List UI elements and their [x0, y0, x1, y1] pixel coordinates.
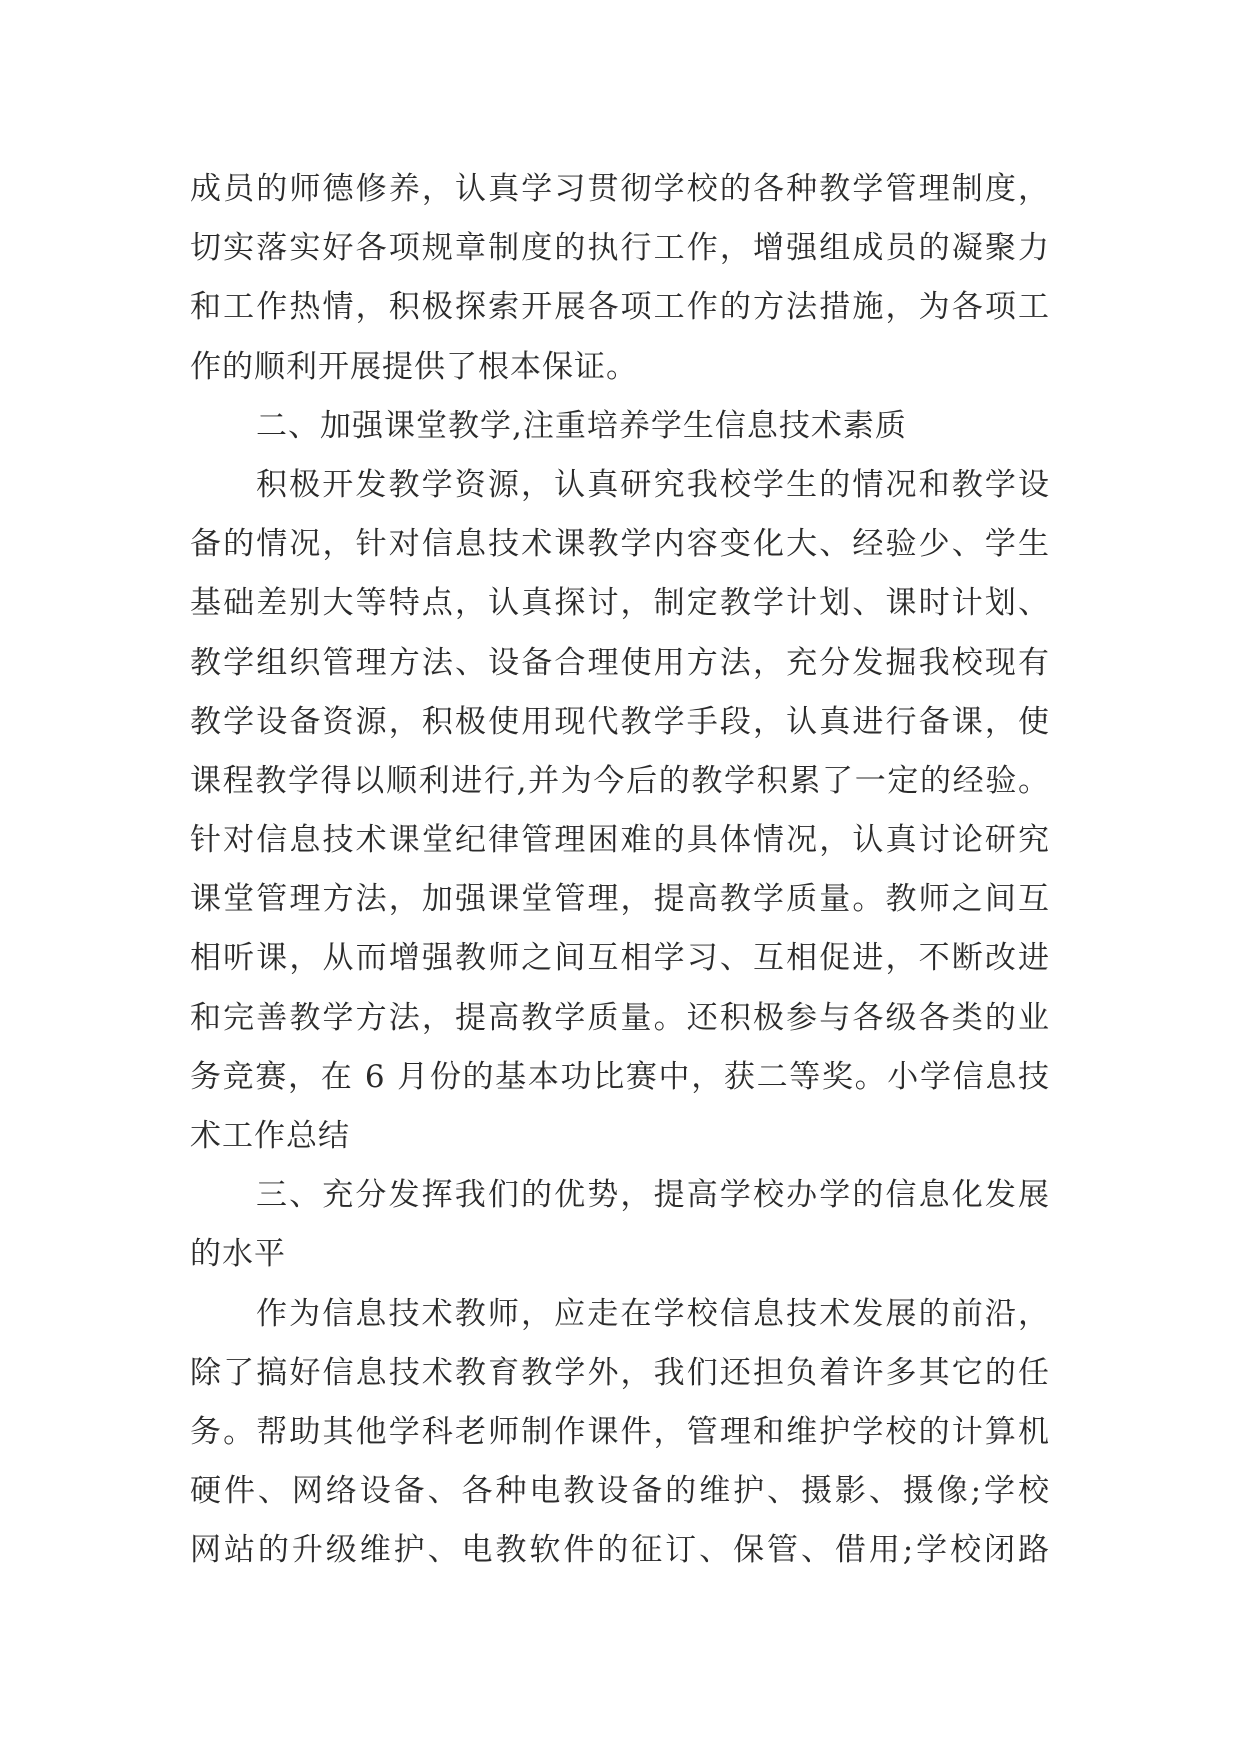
text-line: 术工作总结 — [190, 1118, 350, 1154]
text-line: 教学组织管理方法、设备合理使用方法，充分发掘我校现有 — [190, 644, 1050, 681]
text-line: 务竞赛，在 6 月份的基本功比赛中，获二等奖。小学信息技 — [190, 1058, 1050, 1095]
text-line: 切实落实好各项规章制度的执行工作，增强组成员的凝聚力 — [190, 230, 1050, 267]
text-line: 针对信息技术课堂纪律管理困难的具体情况，认真讨论研究 — [190, 822, 1050, 859]
text-line: 积极开发教学资源，认真研究我校学生的情况和教学设 — [256, 466, 1050, 503]
text-line: 作为信息技术教师，应走在学校信息技术发展的前沿， — [256, 1295, 1050, 1332]
section-heading: 三、充分发挥我们的优势，提高学校办学的信息化发展 — [256, 1177, 1050, 1214]
text-line: 课堂管理方法，加强课堂管理，提高教学质量。教师之间互 — [190, 881, 1050, 918]
text-line: 和工作热情，积极探索开展各项工作的方法措施，为各项工 — [190, 289, 1050, 326]
section-heading-continued: 的水平 — [190, 1236, 286, 1273]
text-line: 除了搞好信息技术教育教学外，我们还担负着许多其它的任 — [190, 1354, 1050, 1391]
text-line: 网站的升级维护、电教软件的征订、保管、借用;学校闭路 — [190, 1532, 1050, 1569]
text-line: 基础差别大等特点，认真探讨，制定教学计划、课时计划、 — [190, 585, 1050, 622]
text-line: 作的顺利开展提供了根本保证。 — [190, 348, 638, 385]
text-line: 硬件、网络设备、各种电教设备的维护、摄影、摄像;学校 — [190, 1473, 1050, 1510]
text-line: 成员的师德修养，认真学习贯彻学校的各种教学管理制度， — [190, 171, 1050, 207]
text-line: 和完善教学方法，提高教学质量。还积极参与各级各类的业 — [190, 999, 1050, 1036]
text-line: 课程教学得以顺利进行,并为今后的教学积累了一定的经验。 — [190, 762, 1050, 799]
text-line: 备的情况，针对信息技术课教学内容变化大、经验少、学生 — [190, 526, 1050, 563]
text-line: 相听课，从而增强教师之间互相学习、互相促进，不断改进 — [190, 940, 1050, 977]
text-line: 务。帮助其他学科老师制作课件，管理和维护学校的计算机 — [190, 1413, 1050, 1450]
section-heading: 二、加强课堂教学,注重培养学生信息技术素质 — [256, 407, 907, 444]
text-line: 教学设备资源，积极使用现代教学手段，认真进行备课，使 — [190, 703, 1050, 740]
body-text — [190, 160, 1050, 1581]
